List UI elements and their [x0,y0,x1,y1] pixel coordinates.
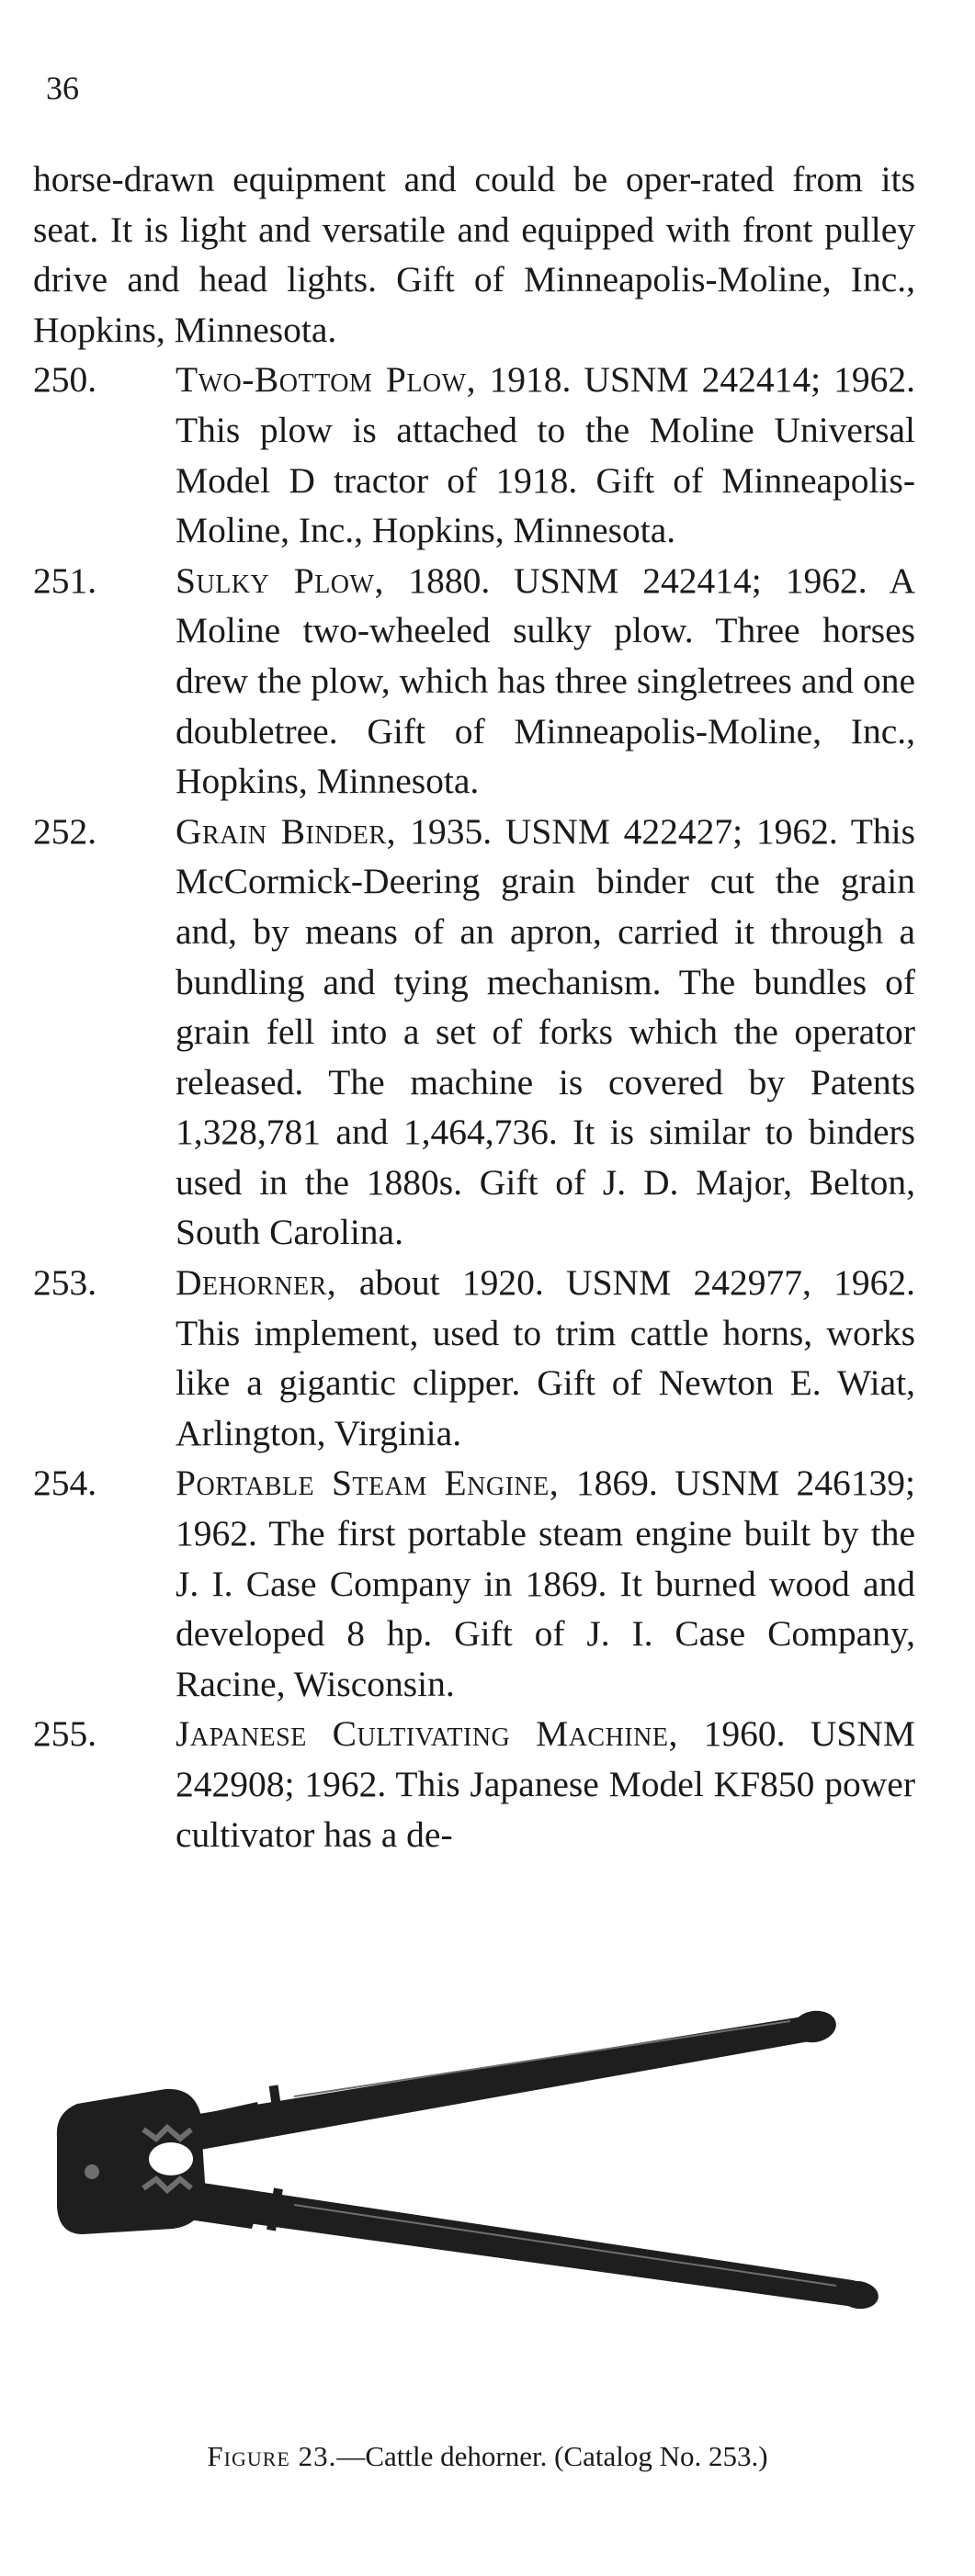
entry-number: 254. [33,1463,97,1504]
entry-number: 252. [33,810,97,852]
catalog-entry-255 [33,1709,915,1859]
entry-title: Two-Bottom Plow, [176,359,490,401]
entry-body: 1880. USNM 242414; 1962. A Moline two-wheeled sulky plow. Three horses drew the plow, which has three singletrees and one doubletree. Gift of Minneapolis-Moline, Inc., Hopkins, Minnesota. [176,559,915,802]
entry-number: 253. [33,1262,97,1304]
jaw-opening [149,2142,193,2175]
dehorner-illustration [55,1975,882,2361]
entry-body: 1960. USNM 242908; 1962. This Japanese Model KF850 power cultivator has a de- [176,1713,915,1855]
entry-title: Japanese Cultivating Machine, [176,1713,704,1755]
entry-title: Dehorner, [176,1262,359,1304]
entry-number: 255. [33,1713,97,1755]
catalog-entry-252 [33,807,915,1258]
figure-label: Figure 23. [207,2440,337,2472]
entry-title: Portable Steam Engine, [176,1463,576,1504]
entry-title: Sulky Plow, [176,559,409,601]
lower-handle [195,2183,867,2306]
entry-body: 1869. USNM 246139; 1962. The first portable steam engine built by the J. I. Case Company in 1869. It burned wood and developed 8 hp. Gift of J. I. Case Company, Racine, Wisconsin. [176,1463,915,1704]
dehorner-figure [55,1975,882,2361]
page-number: 36 [46,70,79,107]
entry-number: 250. [33,359,97,401]
entry-number: 251. [33,559,97,601]
figure-caption-text: —Cattle dehorner. (Catalog No. 253.) [336,2440,768,2472]
entry-body: 1935. USNM 422427; 1962. This McCormick-Deering grain binder cut the grain and, by means of an apron, carried it through a bundling and tying mechanism. The bundles of grain fell into a set of forks which the operator released. The machine is covered by Patents 1,328,781 and 1,464,736. It is similar to binders used in the 1880s. Gift of J. D. Major, Belton, South Carolina. [176,810,915,1253]
upper-handle [193,2016,832,2150]
catalog-entry-253 [33,1258,915,1458]
figure-caption [0,2442,975,2470]
lower-handle-shine [294,2205,836,2286]
continuation-paragraph: horse-drawn equipment and could be oper-rated from its seat. It is light and versatile and equipped with front pulley drive and head lights. Gift of Minneapolis-Moline, Inc., Hopkins, Minnesota. [33,159,915,350]
catalog-entry-251 [33,556,915,807]
entry-body: about 1920. USNM 242977, 1962. This implement, used to trim cattle horns, works like a gigantic clipper. Gift of Newton E. Wiat, Arlington, Virginia. [176,1262,915,1453]
catalog-text [33,154,915,1859]
catalog-entry-254 [33,1458,915,1709]
entry-body: 1918. USNM 242414; 1962. This plow is attached to the Moline Universal Model D tractor of 1918. Gift of Minneapolis-Moline, Inc., Hopkins, Minnesota. [176,359,915,551]
catalog-entry-250 [33,355,915,555]
jaw-rivet [85,2164,99,2179]
entry-title: Grain Binder, [176,810,411,852]
